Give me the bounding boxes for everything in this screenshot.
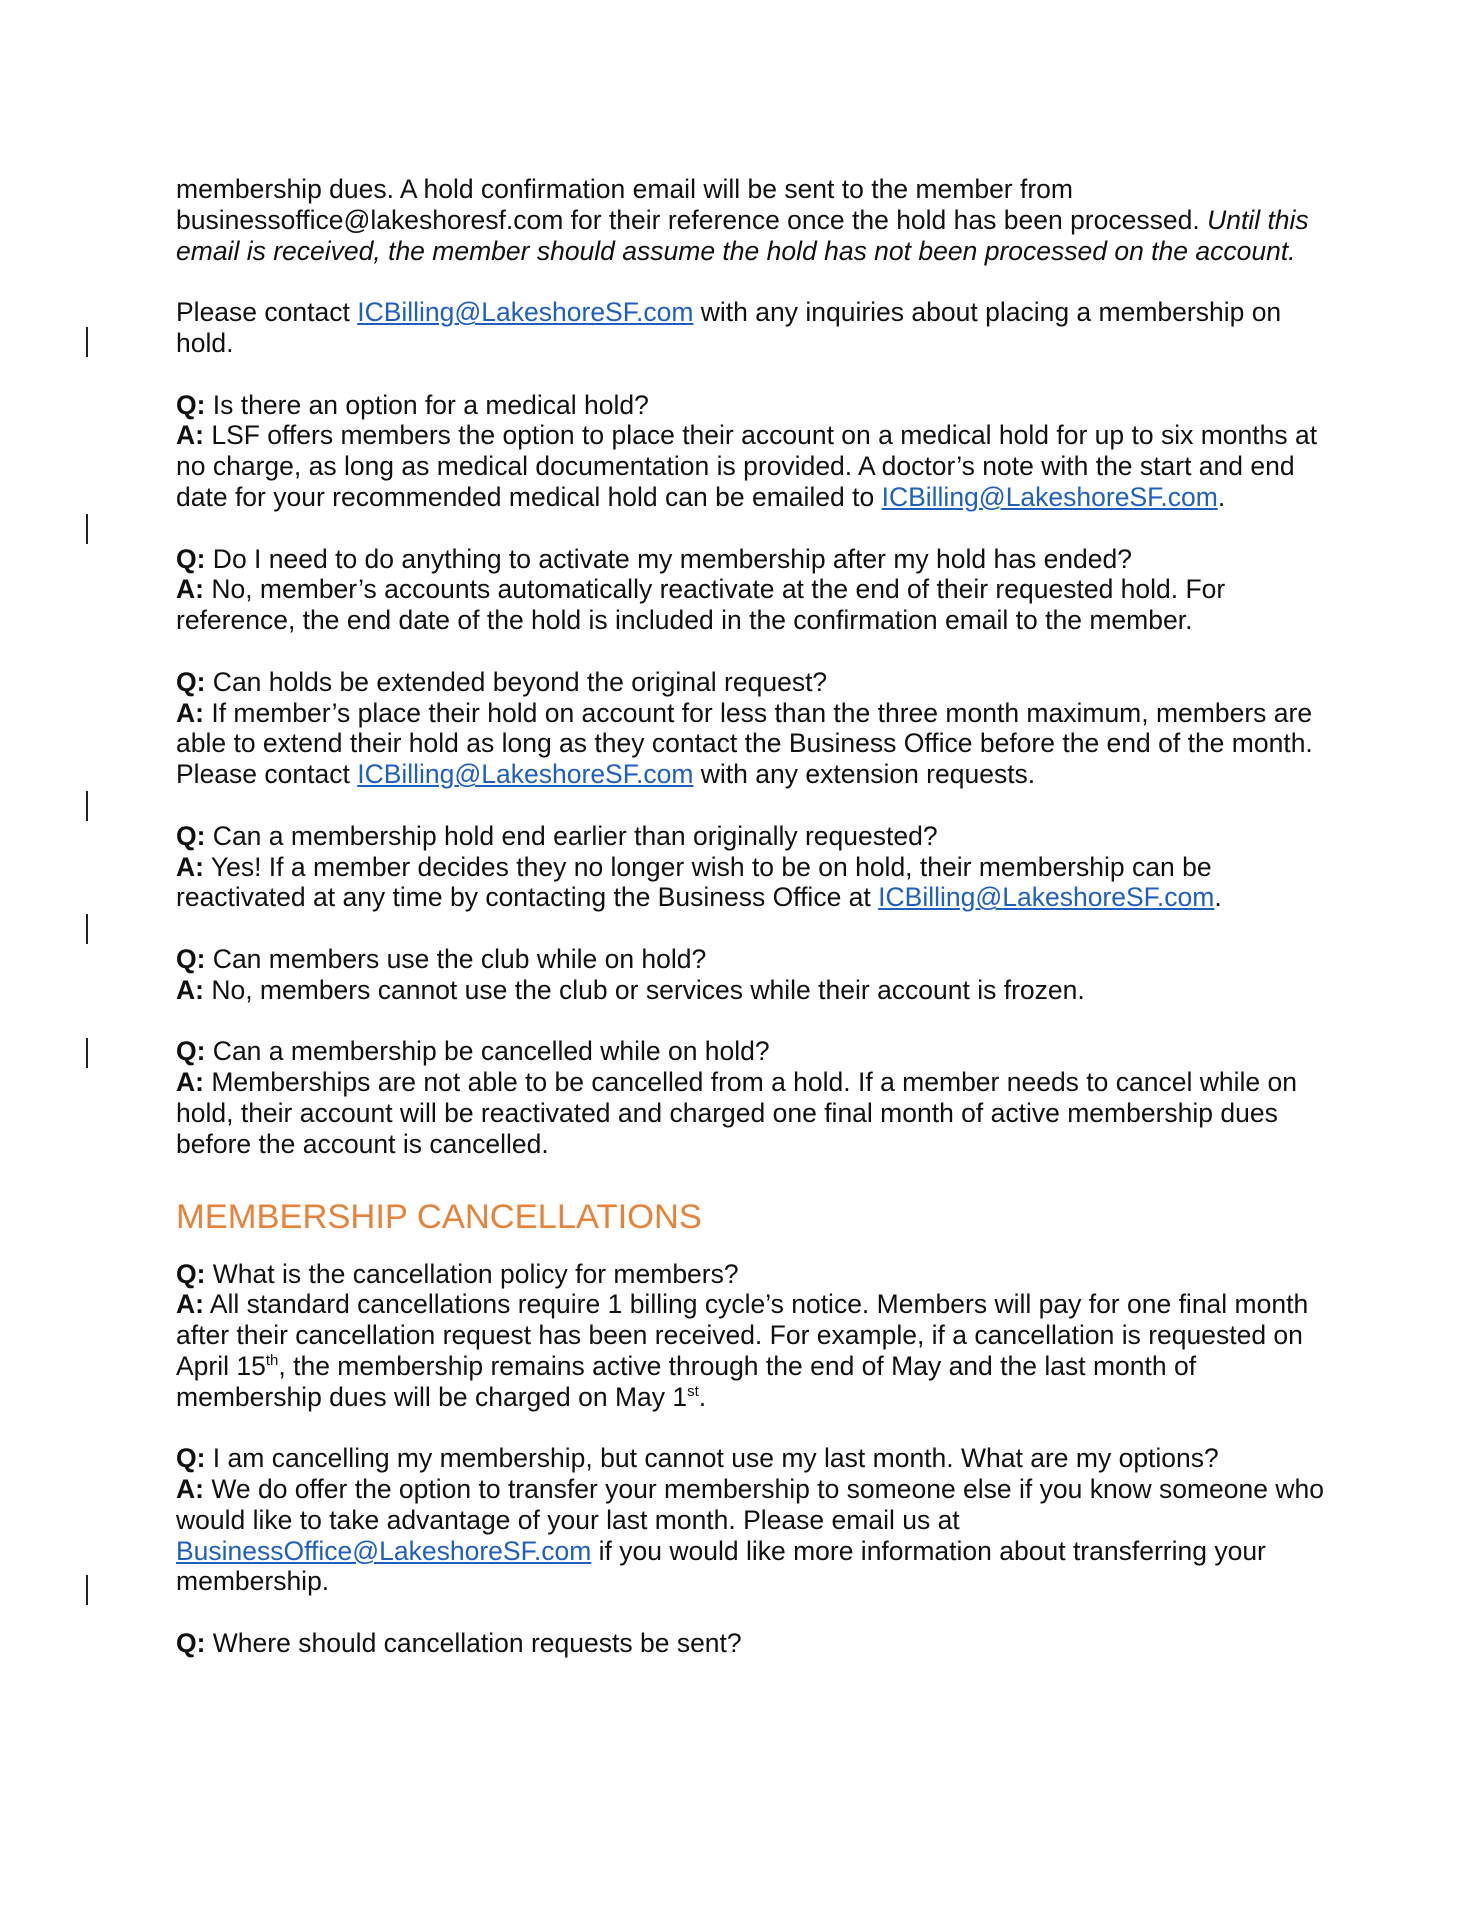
faq-answer: A: All standard cancellations require 1 billing cycle’s notice. Members will pay for one final month after their cancellation request has been received. For example, if a cancellation is requested on April 15th, the membership remains active through the end of May and the last month of membership dues will be charged on May 1st. bbox=[176, 1289, 1309, 1412]
faq-question: Q: What is the cancellation policy for members? bbox=[176, 1258, 739, 1289]
faq-question: Q: Can a membership be cancelled while on hold? bbox=[176, 1036, 770, 1067]
billing-email-link[interactable]: ICBilling@LakeshoreSF.com bbox=[881, 481, 1218, 512]
faq-item bbox=[176, 390, 1326, 513]
faq-answer: A: If member’s place their hold on account for less than the three month maximum, members are able to extend their hold as long as they contact the Business Office before the end of the month. Please contact ICBilling@LakeshoreSF.com with any extension requests. bbox=[176, 697, 1313, 790]
faq-question: Q: Do I need to do anything to activate my membership after my hold has ended? bbox=[176, 543, 1132, 574]
intro-italic-note: Until this email is received, the member should assume the hold has not been processed on the account. bbox=[176, 204, 1309, 266]
billing-email-link[interactable]: ICBilling@LakeshoreSF.com bbox=[357, 759, 694, 790]
faq-answer: A: We do offer the option to transfer your membership to someone else if you know someone who would like to take advantage of your last month. Please email us at BusinessOffice@LakeshoreSF.com if you would like more information about transferring your membership. bbox=[176, 1474, 1324, 1597]
faq-item bbox=[176, 1443, 1326, 1597]
faq-question: Q: Can a membership hold end earlier than originally requested? bbox=[176, 820, 938, 851]
faq-item bbox=[176, 1036, 1326, 1159]
contact-paragraph: Please contact ICBilling@LakeshoreSF.com with any inquiries about placing a membership on hold. bbox=[176, 297, 1282, 358]
contact-email-link[interactable]: ICBilling@LakeshoreSF.com bbox=[357, 297, 694, 328]
revision-bar bbox=[86, 327, 88, 357]
faq-answer: A: Yes! If a member decides they no longer wish to be on hold, their membership can be reactivated at any time by contacting the Business Office at ICBilling@LakeshoreSF.com. bbox=[176, 851, 1222, 913]
business-office-email-link[interactable]: BusinessOffice@LakeshoreSF.com bbox=[176, 1535, 592, 1566]
document-page bbox=[176, 174, 1326, 1659]
faq-answer: A: No, members cannot use the club or services while their account is frozen. bbox=[176, 974, 1085, 1005]
faq-item bbox=[176, 1259, 1326, 1413]
faq-item bbox=[176, 821, 1326, 913]
faq-answer: A: No, member’s accounts automatically reactivate at the end of their requested hold. For reference, the end date of the hold is included in the confirmation email to the member. bbox=[176, 574, 1226, 636]
revision-bar bbox=[86, 914, 88, 944]
faq-question: Q: I am cancelling my membership, but cannot use my last month. What are my options? bbox=[176, 1443, 1219, 1474]
faq-item bbox=[176, 544, 1326, 636]
faq-item bbox=[176, 667, 1326, 790]
faq-answer: A: LSF offers members the option to place their account on a medical hold for up to six months at no charge, as long as medical documentation is provided. A doctor’s note with the start and end date for your recommended medical hold can be emailed to ICBilling@LakeshoreSF.com. bbox=[176, 420, 1318, 512]
faq-item bbox=[176, 944, 1326, 1006]
intro-text: membership dues. A hold confirmation email will be sent to the member from businessoffice@lakeshoresf.com for their reference once the hold has been processed. bbox=[176, 174, 1208, 235]
faq-question: Q: Where should cancellation requests be sent? bbox=[176, 1628, 742, 1659]
intro-paragraph bbox=[176, 174, 1326, 266]
faq-item bbox=[176, 1628, 1326, 1659]
faq-answer: A: Memberships are not able to be cancelled from a hold. If a member needs to cancel while on hold, their account will be reactivated and charged one final month of active membership dues before the account is cancelled. bbox=[176, 1067, 1297, 1159]
revision-bar bbox=[86, 791, 88, 821]
section-heading: MEMBERSHIP CANCELLATIONS bbox=[176, 1197, 702, 1236]
revision-bar bbox=[86, 1575, 88, 1605]
billing-email-link[interactable]: ICBilling@LakeshoreSF.com bbox=[878, 882, 1215, 913]
faq-question: Q: Can members use the club while on hold? bbox=[176, 943, 707, 974]
faq-question: Q: Is there an option for a medical hold? bbox=[176, 389, 649, 420]
revision-bar bbox=[86, 514, 88, 544]
revision-bar bbox=[86, 1038, 88, 1068]
faq-question: Q: Can holds be extended beyond the original request? bbox=[176, 666, 828, 697]
